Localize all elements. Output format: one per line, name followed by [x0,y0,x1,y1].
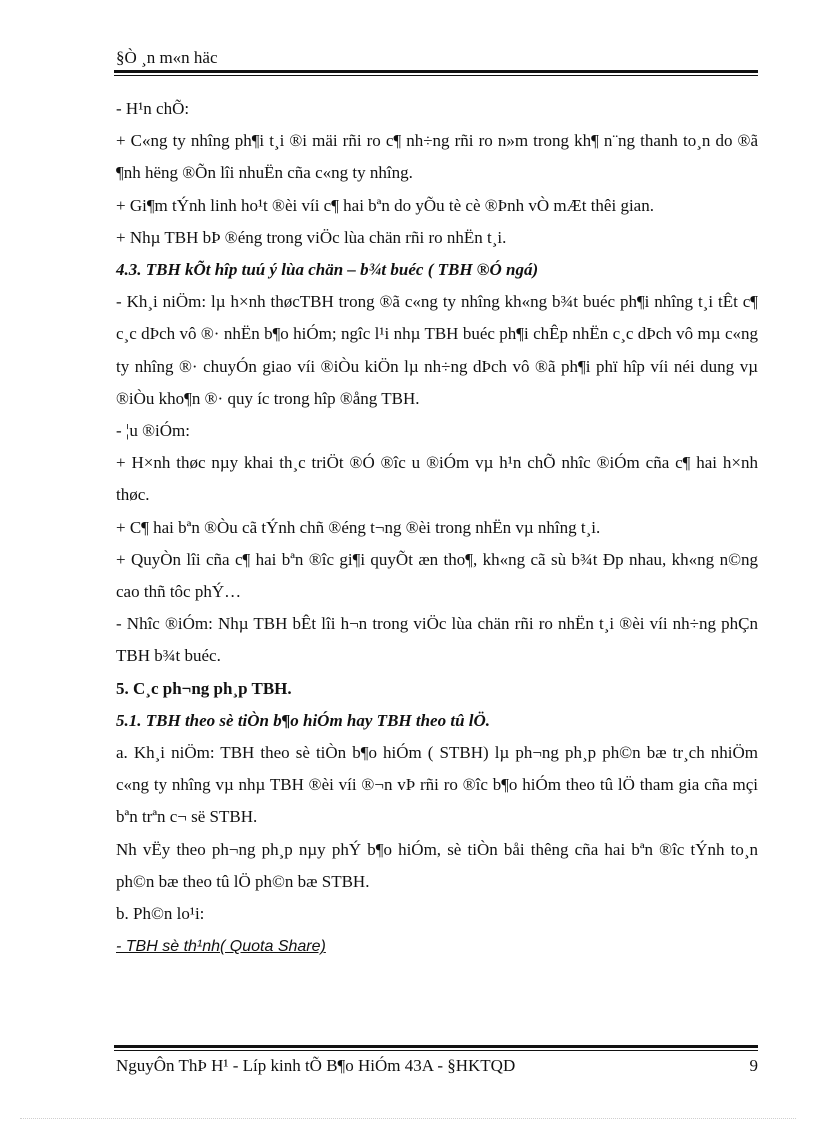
quota-share-link[interactable]: - TBH sè th¹nh( Quota Share) [116,938,326,956]
paragraph: + H×nh thøc nµy khai th¸c triÖt ®Ó ®îc u ®iÓm vµ h¹n chÕ nhîc ®iÓm cña c¶ hai h×nh thøc. [116,453,758,505]
page-edge-divider [20,1118,796,1119]
paragraph: - Nhîc ®iÓm: Nhµ TBH bÊt lîi h¬n trong viÖc lùa chän rñi ro nhËn t¸i ®èi víi nh÷ng phÇn TBH b¾t buéc. [116,614,758,666]
paragraph: + Nhµ TBH bÞ ®éng trong viÖc lùa chän rñi ro nhËn t¸i. [116,227,507,247]
page-number: 9 [749,1056,758,1075]
paragraph: + Gi¶m tÝnh linh ho¹t ®èi víi c¶ hai bªn do yÕu tè cè ®Þnh vÒ mÆt thêi gian. [116,195,654,215]
paragraph: + C«ng ty nhîng ph¶i t¸i ®i mäi rñi ro c¶ nh÷ng rñi ro n»m trong kh¶ n¨ng thanh to¸n do ®ã ¶nh hëng ®Õn lîi nhuËn cña c«ng ty nhîng. [116,131,758,183]
subsection-heading: 5.1. TBH theo sè tiÒn b¶o hiÓm hay TBH theo tû lÖ. [116,710,491,730]
paragraph: - ¦u ®iÓm: [116,421,190,441]
paragraph: + QuyÒn lîi cña c¶ hai bªn ®îc gi¶i quyÕt æn tho¶, kh«ng cã sù b¾t Ðp nhau, kh«ng n©ng cao thñ tôc phÝ… [116,549,758,602]
header-rule-thin [114,75,758,76]
paragraph: - H¹n chÕ: [116,99,190,118]
header-rule-thick [114,70,758,73]
footer-rule-thin [114,1050,758,1051]
page-header-title: §Ò ¸n m«n häc [116,48,218,67]
footer-rule-thick [114,1045,758,1048]
paragraph: a. Kh¸i niÖm: TBH theo sè tiÒn b¶o hiÓm ( STBH) lµ ph¬ng ph¸p ph©n bæ tr¸ch nhiÖm c«ng ty nhîng vµ nhµ TBH ®èi víi ®¬n vÞ rñi ro ®îc b¶o hiÓm theo tû lÖ tham gia cña mçi bªn trªn c¬ së STBH. [116,743,758,827]
paragraph: Nh vËy theo ph¬ng ph¸p nµy phÝ b¶o hiÓm, sè tiÒn båi thêng cña hai bªn ®îc tÝnh to¸n ph©n bæ theo tû lÖ ph©n bæ STBH. [116,839,758,891]
paragraph: - Kh¸i niÖm: lµ h×nh thøcTBH trong ®ã c«ng ty nhîng kh«ng b¾t buéc ph¶i nhîng t¸i tÊt c¶ c¸c dÞch vô ®· nhËn b¶o hiÓm; ngîc l¹i nhµ TBH buéc ph¶i chÊp nhËn c¸c dÞch vô mµ c«ng ty nhîng ®· chuyÓn giao víi ®iÒu kiÖn lµ nh÷ng dÞch vô ®ã ph¶i phï hîp víi néi dung vµ ®iÒu kho¶n ®· quy íc trong hîp ®ång TBH. [116,292,758,408]
footer-author: NguyÔn ThÞ H¹ - Líp kinh tÕ B¶o HiÓm 43A - §HKTQD [116,1056,516,1075]
section-heading: 4.3. TBH kÕt hîp tuú ý lùa chän – b¾t buéc ( TBH ®Ó ngá) [116,260,539,280]
section-heading: 5. C¸c ph¬ng ph¸p TBH. [116,678,292,698]
paragraph: + C¶ hai bªn ®Òu cã tÝnh chñ ®éng t¬ng ®èi trong nhËn vµ nhîng t¸i. [116,517,601,537]
document-body [116,93,758,963]
paragraph: b. Ph©n lo¹i: [116,904,205,924]
